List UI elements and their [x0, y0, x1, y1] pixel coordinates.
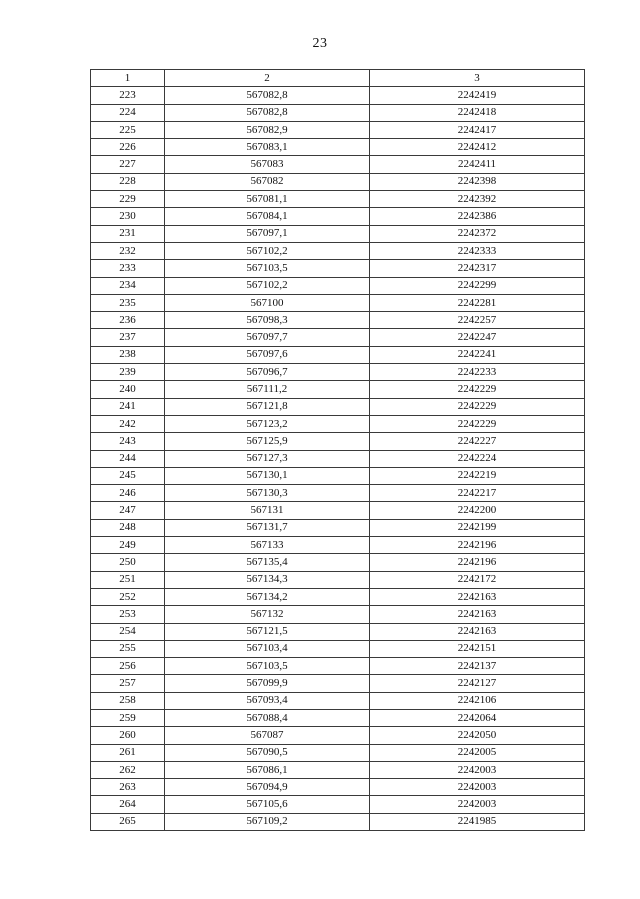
point-number-cell: 238 [91, 346, 165, 363]
y-coordinate-cell: 2242196 [370, 554, 585, 571]
point-number-cell: 243 [91, 433, 165, 450]
x-coordinate-cell: 567082,8 [165, 104, 370, 121]
point-number-cell: 230 [91, 208, 165, 225]
table-row [91, 779, 585, 796]
point-number-cell: 225 [91, 121, 165, 138]
x-coordinate-cell: 567102,2 [165, 277, 370, 294]
point-number-cell: 235 [91, 294, 165, 311]
table-header-row [91, 70, 585, 87]
point-number-cell: 259 [91, 709, 165, 726]
point-number-cell: 240 [91, 381, 165, 398]
table-row [91, 208, 585, 225]
x-coordinate-cell: 567088,4 [165, 709, 370, 726]
y-coordinate-cell: 2242241 [370, 346, 585, 363]
x-coordinate-cell: 567090,5 [165, 744, 370, 761]
table-row [91, 502, 585, 519]
x-coordinate-cell: 567096,7 [165, 364, 370, 381]
x-coordinate-cell: 567130,3 [165, 485, 370, 502]
x-coordinate-cell: 567134,2 [165, 588, 370, 605]
x-coordinate-cell: 567086,1 [165, 761, 370, 778]
y-coordinate-cell: 2242163 [370, 606, 585, 623]
point-number-cell: 251 [91, 571, 165, 588]
y-coordinate-cell: 2242196 [370, 537, 585, 554]
x-coordinate-cell: 567135,4 [165, 554, 370, 571]
point-number-cell: 246 [91, 485, 165, 502]
table-row [91, 433, 585, 450]
table-row [91, 121, 585, 138]
table-row [91, 537, 585, 554]
y-coordinate-cell: 2242003 [370, 796, 585, 813]
table-row [91, 156, 585, 173]
x-coordinate-cell: 567131,7 [165, 519, 370, 536]
table-row [91, 87, 585, 104]
table-row [91, 329, 585, 346]
y-coordinate-cell: 2242003 [370, 779, 585, 796]
table-row [91, 485, 585, 502]
point-number-cell: 265 [91, 813, 165, 830]
x-coordinate-cell: 567083,1 [165, 139, 370, 156]
table-row [91, 225, 585, 242]
table-row [91, 294, 585, 311]
y-coordinate-cell: 2241985 [370, 813, 585, 830]
y-coordinate-cell: 2242227 [370, 433, 585, 450]
table-row [91, 191, 585, 208]
x-coordinate-cell: 567099,9 [165, 675, 370, 692]
point-number-cell: 234 [91, 277, 165, 294]
table-row [91, 415, 585, 432]
table-row [91, 364, 585, 381]
y-coordinate-cell: 2242005 [370, 744, 585, 761]
y-coordinate-cell: 2242219 [370, 467, 585, 484]
table-row [91, 658, 585, 675]
point-number-cell: 242 [91, 415, 165, 432]
point-number-cell: 241 [91, 398, 165, 415]
y-coordinate-cell: 2242229 [370, 398, 585, 415]
x-coordinate-cell: 567093,4 [165, 692, 370, 709]
point-number-cell: 245 [91, 467, 165, 484]
table-row [91, 623, 585, 640]
x-coordinate-cell: 567082,8 [165, 87, 370, 104]
point-number-cell: 224 [91, 104, 165, 121]
point-number-cell: 239 [91, 364, 165, 381]
y-coordinate-cell: 2242199 [370, 519, 585, 536]
point-number-cell: 252 [91, 588, 165, 605]
y-coordinate-cell: 2242163 [370, 623, 585, 640]
x-coordinate-cell: 567103,5 [165, 260, 370, 277]
y-coordinate-cell: 2242151 [370, 640, 585, 657]
y-coordinate-cell: 2242299 [370, 277, 585, 294]
column-header-3: 3 [370, 70, 585, 87]
point-number-cell: 233 [91, 260, 165, 277]
x-coordinate-cell: 567133 [165, 537, 370, 554]
y-coordinate-cell: 2242217 [370, 485, 585, 502]
y-coordinate-cell: 2242224 [370, 450, 585, 467]
table-row [91, 173, 585, 190]
point-number-cell: 247 [91, 502, 165, 519]
x-coordinate-cell: 567121,5 [165, 623, 370, 640]
table-row [91, 260, 585, 277]
x-coordinate-cell: 567121,8 [165, 398, 370, 415]
point-number-cell: 244 [91, 450, 165, 467]
table-row [91, 813, 585, 830]
x-coordinate-cell: 567097,1 [165, 225, 370, 242]
y-coordinate-cell: 2242386 [370, 208, 585, 225]
point-number-cell: 255 [91, 640, 165, 657]
x-coordinate-cell: 567094,9 [165, 779, 370, 796]
point-number-cell: 249 [91, 537, 165, 554]
x-coordinate-cell: 567134,3 [165, 571, 370, 588]
table-row [91, 606, 585, 623]
x-coordinate-cell: 567097,7 [165, 329, 370, 346]
x-coordinate-cell: 567123,2 [165, 415, 370, 432]
x-coordinate-cell: 567103,5 [165, 658, 370, 675]
point-number-cell: 261 [91, 744, 165, 761]
x-coordinate-cell: 567087 [165, 727, 370, 744]
y-coordinate-cell: 2242127 [370, 675, 585, 692]
y-coordinate-cell: 2242419 [370, 87, 585, 104]
y-coordinate-cell: 2242392 [370, 191, 585, 208]
y-coordinate-cell: 2242229 [370, 415, 585, 432]
table-row [91, 346, 585, 363]
point-number-cell: 260 [91, 727, 165, 744]
point-number-cell: 232 [91, 242, 165, 259]
x-coordinate-cell: 567105,6 [165, 796, 370, 813]
y-coordinate-cell: 2242200 [370, 502, 585, 519]
point-number-cell: 248 [91, 519, 165, 536]
x-coordinate-cell: 567130,1 [165, 467, 370, 484]
y-coordinate-cell: 2242064 [370, 709, 585, 726]
table-row [91, 277, 585, 294]
table-row [91, 398, 585, 415]
y-coordinate-cell: 2242172 [370, 571, 585, 588]
table-row [91, 796, 585, 813]
x-coordinate-cell: 567082,9 [165, 121, 370, 138]
y-coordinate-cell: 2242372 [370, 225, 585, 242]
y-coordinate-cell: 2242333 [370, 242, 585, 259]
x-coordinate-cell: 567098,3 [165, 312, 370, 329]
coordinates-table [90, 69, 585, 831]
column-header-2: 2 [165, 70, 370, 87]
point-number-cell: 250 [91, 554, 165, 571]
y-coordinate-cell: 2242281 [370, 294, 585, 311]
y-coordinate-cell: 2242137 [370, 658, 585, 675]
point-number-cell: 236 [91, 312, 165, 329]
point-number-cell: 229 [91, 191, 165, 208]
x-coordinate-cell: 567102,2 [165, 242, 370, 259]
y-coordinate-cell: 2242163 [370, 588, 585, 605]
point-number-cell: 263 [91, 779, 165, 796]
y-coordinate-cell: 2242412 [370, 139, 585, 156]
point-number-cell: 237 [91, 329, 165, 346]
table-row [91, 727, 585, 744]
table-row [91, 104, 585, 121]
x-coordinate-cell: 567084,1 [165, 208, 370, 225]
x-coordinate-cell: 567097,6 [165, 346, 370, 363]
table-row [91, 450, 585, 467]
point-number-cell: 231 [91, 225, 165, 242]
table-row [91, 675, 585, 692]
table-row [91, 588, 585, 605]
point-number-cell: 258 [91, 692, 165, 709]
y-coordinate-cell: 2242106 [370, 692, 585, 709]
table-row [91, 381, 585, 398]
y-coordinate-cell: 2242411 [370, 156, 585, 173]
table-row [91, 761, 585, 778]
y-coordinate-cell: 2242247 [370, 329, 585, 346]
page-number: 23 [312, 36, 328, 51]
y-coordinate-cell: 2242229 [370, 381, 585, 398]
point-number-cell: 223 [91, 87, 165, 104]
point-number-cell: 256 [91, 658, 165, 675]
table-row [91, 519, 585, 536]
x-coordinate-cell: 567111,2 [165, 381, 370, 398]
x-coordinate-cell: 567109,2 [165, 813, 370, 830]
column-header-1: 1 [91, 70, 165, 87]
table-row [91, 467, 585, 484]
table-row [91, 242, 585, 259]
point-number-cell: 264 [91, 796, 165, 813]
point-number-cell: 228 [91, 173, 165, 190]
point-number-cell: 226 [91, 139, 165, 156]
point-number-cell: 257 [91, 675, 165, 692]
x-coordinate-cell: 567081,1 [165, 191, 370, 208]
point-number-cell: 254 [91, 623, 165, 640]
table-row [91, 744, 585, 761]
x-coordinate-cell: 567127,3 [165, 450, 370, 467]
x-coordinate-cell: 567125,9 [165, 433, 370, 450]
x-coordinate-cell: 567131 [165, 502, 370, 519]
table-row [91, 709, 585, 726]
table-row [91, 640, 585, 657]
y-coordinate-cell: 2242050 [370, 727, 585, 744]
y-coordinate-cell: 2242257 [370, 312, 585, 329]
x-coordinate-cell: 567132 [165, 606, 370, 623]
y-coordinate-cell: 2242398 [370, 173, 585, 190]
y-coordinate-cell: 2242003 [370, 761, 585, 778]
table-row [91, 571, 585, 588]
y-coordinate-cell: 2242317 [370, 260, 585, 277]
x-coordinate-cell: 567083 [165, 156, 370, 173]
table-row [91, 312, 585, 329]
y-coordinate-cell: 2242417 [370, 121, 585, 138]
point-number-cell: 262 [91, 761, 165, 778]
table-row [91, 139, 585, 156]
point-number-cell: 227 [91, 156, 165, 173]
point-number-cell: 253 [91, 606, 165, 623]
y-coordinate-cell: 2242233 [370, 364, 585, 381]
table-row [91, 554, 585, 571]
x-coordinate-cell: 567103,4 [165, 640, 370, 657]
table-body [91, 87, 585, 831]
y-coordinate-cell: 2242418 [370, 104, 585, 121]
table-row [91, 692, 585, 709]
x-coordinate-cell: 567100 [165, 294, 370, 311]
x-coordinate-cell: 567082 [165, 173, 370, 190]
